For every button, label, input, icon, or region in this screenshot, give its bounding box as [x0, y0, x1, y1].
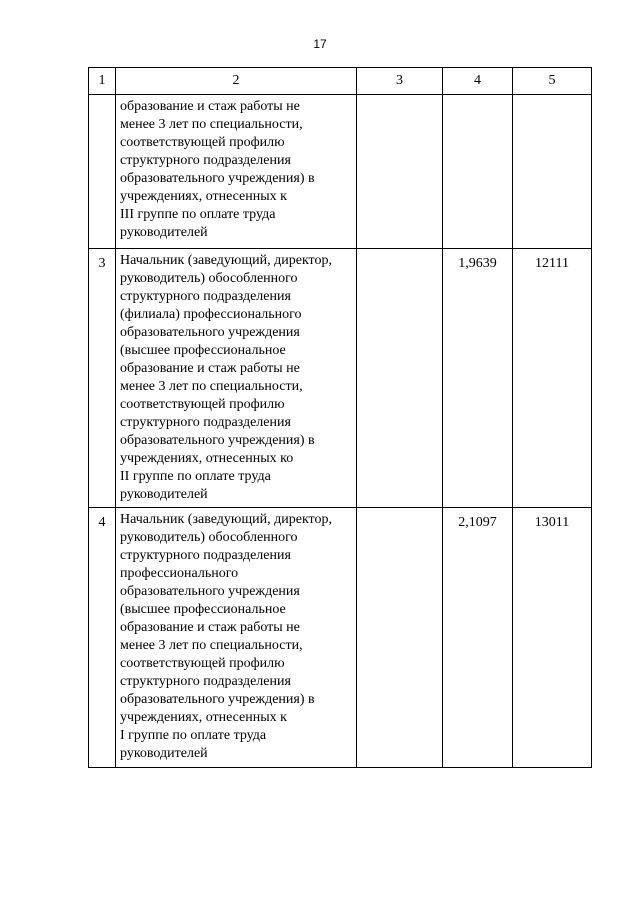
- description-line: образовательного учреждения: [120, 584, 300, 599]
- description-line: учреждениях, отнесенных к: [120, 710, 287, 725]
- description-line: структурного подразделения: [120, 153, 291, 168]
- description-line: образование и стаж работы не: [120, 361, 300, 376]
- col3-cell: [357, 95, 443, 249]
- salary-cell: 13011: [513, 508, 592, 768]
- header-cell-4: 4: [443, 68, 513, 95]
- description-line: соответствующей профилю: [120, 135, 285, 150]
- description-line: образовательного учреждения) в: [120, 692, 315, 707]
- description-line: руководителей: [120, 487, 208, 502]
- description-line: соответствующей профилю: [120, 397, 285, 412]
- header-cell-3: 3: [357, 68, 443, 95]
- description-line: учреждениях, отнесенных к: [120, 189, 287, 204]
- description-line: учреждениях, отнесенных ко: [120, 451, 294, 466]
- description-line: Начальник (заведующий, директор,: [120, 512, 332, 527]
- description-line: образовательного учреждения) в: [120, 433, 315, 448]
- header-cell-1: 1: [89, 68, 116, 95]
- description-line: структурного подразделения: [120, 289, 291, 304]
- table-header-row: [89, 68, 592, 95]
- page-number: 17: [313, 37, 327, 51]
- description-line: руководителей: [120, 746, 208, 761]
- salary-cell: [513, 95, 592, 249]
- position-description-cell: [116, 95, 357, 249]
- description-line: менее 3 лет по специальности,: [120, 117, 303, 132]
- row-number-cell: [89, 95, 116, 249]
- description-line: II группе по оплате труда: [120, 469, 271, 484]
- description-line: структурного подразделения: [120, 548, 291, 563]
- description-line: профессионального: [120, 566, 239, 581]
- description-line: образование и стаж работы не: [120, 620, 300, 635]
- description-line: образование и стаж работы не: [120, 99, 300, 114]
- header-cell-5: 5: [513, 68, 592, 95]
- coefficient-cell: [443, 95, 513, 249]
- description-line: I группе по оплате труда: [120, 728, 267, 743]
- description-line: руководитель) обособленного: [120, 271, 298, 286]
- description-line: соответствующей профилю: [120, 656, 285, 671]
- table-row: [89, 508, 592, 768]
- description-line: Начальник (заведующий, директор,: [120, 253, 332, 268]
- table-row: [89, 95, 592, 249]
- description-line: структурного подразделения: [120, 674, 291, 689]
- table-row: [89, 249, 592, 508]
- description-line: (высшее профессиональное: [120, 602, 286, 617]
- salary-table: [88, 67, 592, 768]
- row-number-cell: 4: [89, 508, 116, 768]
- coefficient-cell: 1,9639: [443, 249, 513, 508]
- description-line: руководителей: [120, 225, 208, 240]
- position-description-cell: [116, 508, 357, 768]
- description-line: менее 3 лет по специальности,: [120, 379, 303, 394]
- description-line: (высшее профессиональное: [120, 343, 286, 358]
- salary-cell: 12111: [513, 249, 592, 508]
- description-line: III группе по оплате труда: [120, 207, 276, 222]
- description-line: менее 3 лет по специальности,: [120, 638, 303, 653]
- header-cell-2: 2: [116, 68, 357, 95]
- description-line: образовательного учреждения: [120, 325, 300, 340]
- position-description-cell: [116, 249, 357, 508]
- col3-cell: [357, 249, 443, 508]
- col3-cell: [357, 508, 443, 768]
- description-line: образовательного учреждения) в: [120, 171, 315, 186]
- coefficient-cell: 2,1097: [443, 508, 513, 768]
- description-line: руководитель) обособленного: [120, 530, 298, 545]
- description-line: структурного подразделения: [120, 415, 291, 430]
- description-line: (филиала) профессионального: [120, 307, 302, 322]
- row-number-cell: 3: [89, 249, 116, 508]
